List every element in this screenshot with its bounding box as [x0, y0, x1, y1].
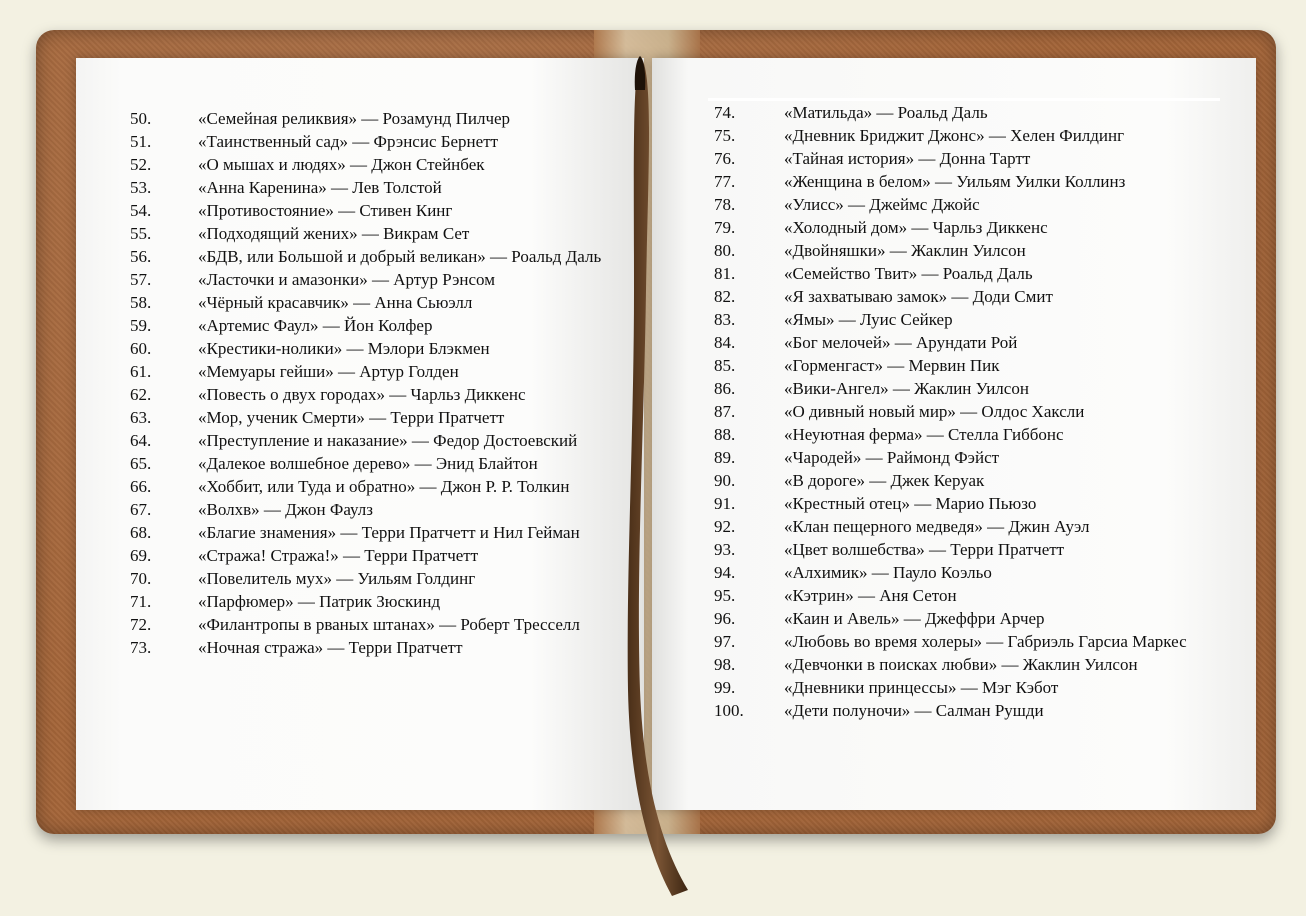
item-title-author: «Женщина в белом» — Уильям Уилки Коллинз	[784, 172, 1126, 191]
item-title-author: «Вики-Ангел» — Жаклин Уилсон	[784, 379, 1029, 398]
list-item	[130, 245, 638, 268]
list-item	[130, 153, 638, 176]
list-item	[130, 360, 638, 383]
item-number: 94.	[714, 563, 736, 582]
item-title-author: «Преступление и наказание» — Федор Достоевский	[198, 431, 578, 450]
item-number: 53.	[130, 178, 152, 197]
list-item	[714, 193, 1214, 216]
item-number: 85.	[714, 356, 736, 375]
item-title-author: «Девчонки в поисках любви» — Жаклин Уилсон	[784, 655, 1138, 674]
item-title-author: «Повесть о двух городах» — Чарльз Диккенс	[198, 385, 526, 404]
item-number: 71.	[130, 592, 152, 611]
list-item	[714, 676, 1214, 699]
item-title-author: «Матильда» — Роальд Даль	[784, 103, 988, 122]
item-number: 70.	[130, 569, 152, 588]
item-number: 97.	[714, 632, 736, 651]
item-title-author: «О мышах и людях» — Джон Стейнбек	[198, 155, 485, 174]
list-item	[714, 423, 1214, 446]
list-item	[714, 515, 1214, 538]
list-item	[130, 107, 638, 130]
list-item	[714, 239, 1214, 262]
item-number: 57.	[130, 270, 152, 289]
item-title-author: «Горменгаст» — Мервин Пик	[784, 356, 1000, 375]
item-number: 89.	[714, 448, 736, 467]
left-page-book-list	[130, 107, 638, 659]
item-number: 84.	[714, 333, 736, 352]
item-number: 96.	[714, 609, 736, 628]
item-title-author: «Я захватываю замок» — Доди Смит	[784, 287, 1053, 306]
item-title-author: «Хоббит, или Туда и обратно» — Джон Р. Р. Толкин	[198, 477, 570, 496]
list-item	[714, 446, 1214, 469]
list-item	[714, 607, 1214, 630]
list-item	[714, 308, 1214, 331]
list-item	[714, 469, 1214, 492]
list-item	[714, 285, 1214, 308]
list-item	[714, 492, 1214, 515]
item-number: 50.	[130, 109, 152, 128]
list-item	[714, 331, 1214, 354]
item-title-author: «Кэтрин» — Аня Сетон	[784, 586, 957, 605]
item-number: 73.	[130, 638, 152, 657]
item-number: 90.	[714, 471, 736, 490]
item-number: 76.	[714, 149, 736, 168]
item-title-author: «Ямы» — Луис Сейкер	[784, 310, 953, 329]
list-item	[130, 314, 638, 337]
item-number: 100.	[714, 701, 744, 720]
item-title-author: «Дневник Бриджит Джонс» — Хелен Филдинг	[784, 126, 1125, 145]
item-title-author: «Противостояние» — Стивен Кинг	[198, 201, 453, 220]
item-number: 61.	[130, 362, 152, 381]
item-title-author: «Цвет волшебства» — Терри Пратчетт	[784, 540, 1065, 559]
item-number: 66.	[130, 477, 152, 496]
list-item	[714, 377, 1214, 400]
list-item	[130, 406, 638, 429]
item-title-author: «Парфюмер» — Патрик Зюскинд	[198, 592, 441, 611]
item-title-author: «Дети полуночи» — Салман Рушди	[784, 701, 1044, 720]
item-title-author: «Неуютная ферма» — Стелла Гиббонс	[784, 425, 1064, 444]
list-item	[130, 199, 638, 222]
item-number: 99.	[714, 678, 736, 697]
item-title-author: «Крестики-нолики» — Мэлори Блэкмен	[198, 339, 490, 358]
list-item	[130, 544, 638, 567]
item-title-author: «Благие знамения» — Терри Пратчетт и Нил Гейман	[198, 523, 580, 542]
item-number: 63.	[130, 408, 152, 427]
list-item	[130, 475, 638, 498]
item-number: 93.	[714, 540, 736, 559]
right-page-book-list	[714, 101, 1214, 722]
item-number: 83.	[714, 310, 736, 329]
list-item	[714, 400, 1214, 423]
list-item	[130, 337, 638, 360]
list-item	[130, 429, 638, 452]
item-title-author: «Анна Каренина» — Лев Толстой	[198, 178, 442, 197]
item-title-author: «Алхимик» — Пауло Коэльо	[784, 563, 992, 582]
list-item	[714, 170, 1214, 193]
item-number: 74.	[714, 103, 736, 122]
item-number: 52.	[130, 155, 152, 174]
list-item	[714, 124, 1214, 147]
item-title-author: «Двойняшки» — Жаклин Уилсон	[784, 241, 1026, 260]
item-title-author: «Волхв» — Джон Фаулз	[198, 500, 373, 519]
list-item	[130, 291, 638, 314]
item-number: 56.	[130, 247, 152, 266]
item-number: 62.	[130, 385, 152, 404]
item-number: 68.	[130, 523, 152, 542]
item-number: 60.	[130, 339, 152, 358]
item-number: 82.	[714, 287, 736, 306]
list-item	[714, 354, 1214, 377]
item-number: 92.	[714, 517, 736, 536]
list-item	[130, 130, 638, 153]
item-number: 75.	[714, 126, 736, 145]
item-number: 72.	[130, 615, 152, 634]
list-item	[130, 636, 638, 659]
list-item	[714, 561, 1214, 584]
list-item	[130, 176, 638, 199]
item-title-author: «Семейство Твит» — Роальд Даль	[784, 264, 1033, 283]
item-number: 67.	[130, 500, 152, 519]
item-number: 58.	[130, 293, 152, 312]
item-title-author: «Таинственный сад» — Фрэнсис Бернетт	[198, 132, 499, 151]
item-number: 54.	[130, 201, 152, 220]
list-item	[714, 216, 1214, 239]
list-item	[714, 147, 1214, 170]
item-number: 80.	[714, 241, 736, 260]
item-title-author: «Каин и Авель» — Джеффри Арчер	[784, 609, 1045, 628]
item-number: 79.	[714, 218, 736, 237]
item-title-author: «Крестный отец» — Марио Пьюзо	[784, 494, 1037, 513]
item-title-author: «Подходящий жених» — Викрам Сет	[198, 224, 470, 243]
item-title-author: «Семейная реликвия» — Розамунд Пилчер	[198, 109, 511, 128]
item-title-author: «В дороге» — Джек Керуак	[784, 471, 985, 490]
list-item	[130, 268, 638, 291]
list-item	[130, 383, 638, 406]
item-title-author: «Повелитель мух» — Уильям Голдинг	[198, 569, 476, 588]
item-title-author: «Далекое волшебное дерево» — Энид Блайтон	[198, 454, 538, 473]
item-title-author: «Ночная стража» — Терри Пратчетт	[198, 638, 463, 657]
item-title-author: «Артемис Фаул» — Йон Колфер	[198, 316, 433, 335]
list-item	[714, 101, 1214, 124]
item-number: 91.	[714, 494, 736, 513]
list-item	[714, 262, 1214, 285]
item-title-author: «Ласточки и амазонки» — Артур Рэнсом	[198, 270, 495, 289]
list-item	[130, 452, 638, 475]
item-number: 95.	[714, 586, 736, 605]
bookmark-ribbon-icon	[626, 50, 696, 900]
list-item	[714, 630, 1214, 653]
item-number: 77.	[714, 172, 736, 191]
list-item	[130, 567, 638, 590]
item-title-author: «Чёрный красавчик» — Анна Сьюэлл	[198, 293, 473, 312]
item-number: 59.	[130, 316, 152, 335]
item-title-author: «Дневники принцессы» — Мэг Кэбот	[784, 678, 1059, 697]
item-title-author: «Стража! Стража!» — Терри Пратчетт	[198, 546, 479, 565]
list-item	[714, 584, 1214, 607]
item-title-author: «Тайная история» — Донна Тартт	[784, 149, 1031, 168]
item-number: 98.	[714, 655, 736, 674]
list-item	[130, 498, 638, 521]
list-item	[130, 590, 638, 613]
item-title-author: «Клан пещерного медведя» — Джин Ауэл	[784, 517, 1090, 536]
item-number: 81.	[714, 264, 736, 283]
item-number: 64.	[130, 431, 152, 450]
item-number: 69.	[130, 546, 152, 565]
list-item	[714, 699, 1214, 722]
item-title-author: «Мор, ученик Смерти» — Терри Пратчетт	[198, 408, 505, 427]
item-title-author: «Любовь во время холеры» — Габриэль Гарсиа Маркес	[784, 632, 1187, 651]
item-number: 87.	[714, 402, 736, 421]
item-number: 88.	[714, 425, 736, 444]
item-title-author: «Бог мелочей» — Арундати Рой	[784, 333, 1018, 352]
list-item	[130, 521, 638, 544]
list-item	[714, 538, 1214, 561]
item-number: 65.	[130, 454, 152, 473]
item-number: 86.	[714, 379, 736, 398]
item-title-author: «Чародей» — Раймонд Фэйст	[784, 448, 1000, 467]
item-title-author: «О дивный новый мир» — Олдос Хаксли	[784, 402, 1085, 421]
list-item	[130, 222, 638, 245]
item-title-author: «БДВ, или Большой и добрый великан» — Роальд Даль	[198, 247, 602, 266]
item-title-author: «Холодный дом» — Чарльз Диккенс	[784, 218, 1048, 237]
item-number: 51.	[130, 132, 152, 151]
item-title-author: «Улисс» — Джеймс Джойс	[784, 195, 980, 214]
list-item	[714, 653, 1214, 676]
item-number: 55.	[130, 224, 152, 243]
item-title-author: «Мемуары гейши» — Артур Голден	[198, 362, 459, 381]
item-number: 78.	[714, 195, 736, 214]
item-title-author: «Филантропы в рваных штанах» — Роберт Тресселл	[198, 615, 580, 634]
list-item	[130, 613, 638, 636]
